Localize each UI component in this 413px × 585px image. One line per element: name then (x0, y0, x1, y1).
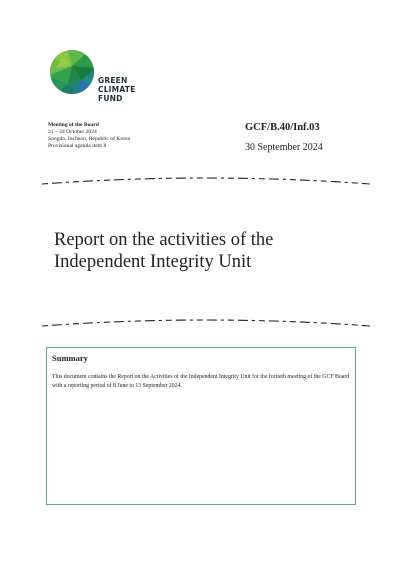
logo-line-1: GREEN (98, 76, 128, 85)
meeting-location: Songdo, Incheon, Republic of Korea (48, 136, 131, 142)
report-title (54, 229, 354, 273)
document-reference (245, 121, 323, 154)
meeting-dates: 21 – 24 October 2024 (48, 129, 97, 135)
document-date: 30 September 2024 (245, 142, 323, 153)
document-code: GCF/B.40/Inf.03 (245, 122, 320, 133)
globe-icon (48, 48, 96, 96)
summary-heading: Summary (52, 353, 88, 363)
report-title-line-1: Report on the activities of the (54, 230, 274, 250)
logo-line-2: CLIMATE (98, 85, 136, 94)
meeting-title: Meeting of the Board (48, 122, 99, 128)
summary-text: This document contains the Report on the Activities of the Independent Integrity Unit for the fortieth meeting of the GCF Board with a reporting period of 8 June to 13 September 2024. (52, 374, 350, 389)
gcf-logo (48, 48, 148, 103)
summary-box (46, 347, 356, 505)
logo-line-3: FUND (98, 94, 123, 103)
decorative-divider-bottom (40, 316, 372, 328)
meeting-info (48, 122, 130, 150)
logo-wordmark (98, 76, 135, 103)
report-title-line-2: Independent Integrity Unit (54, 252, 252, 272)
meeting-agenda: Provisional agenda item 8 (48, 143, 107, 149)
decorative-divider-top (40, 174, 372, 186)
